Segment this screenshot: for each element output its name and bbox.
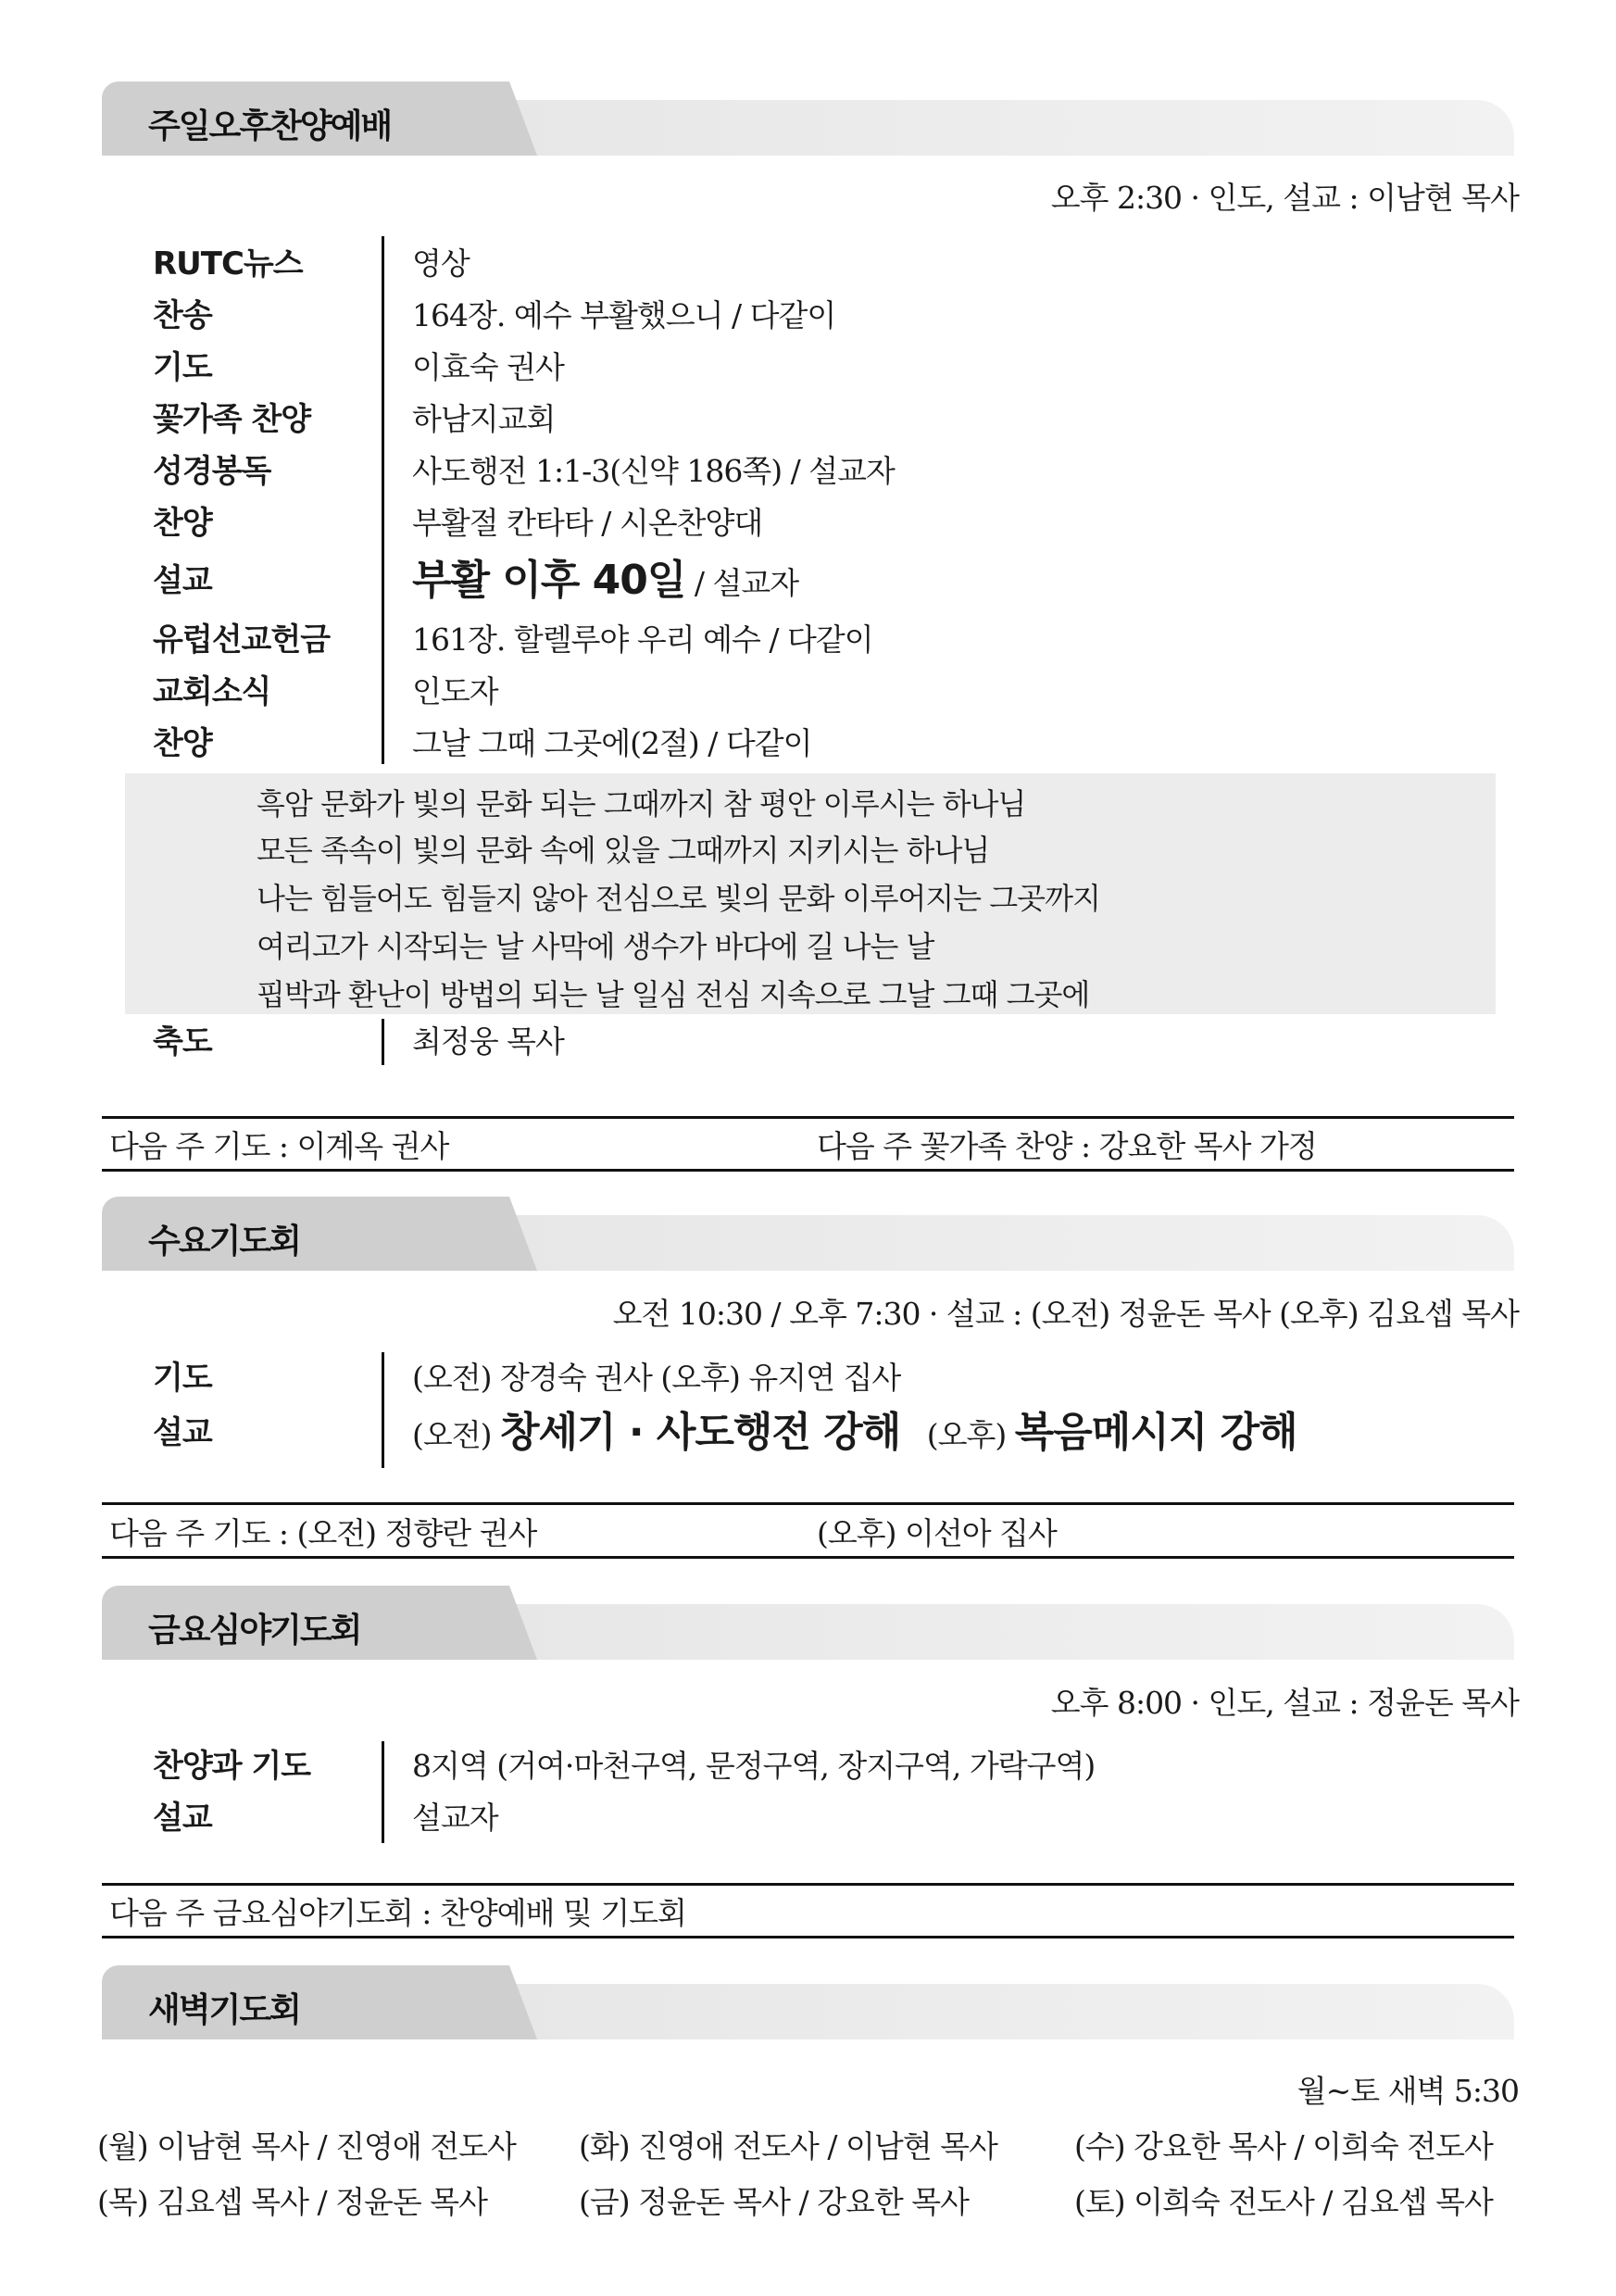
row-value: 부활절 칸타타 / 시온찬양대	[412, 505, 763, 541]
section-title: 주일오후찬양예배	[148, 107, 392, 145]
row-value: 164장. 예수 부활했으니 / 다같이	[412, 297, 836, 333]
row-label: 꽃가족 찬양	[153, 401, 311, 438]
dawn-schedule-item: (화) 진영애 전도사 / 이남현 목사	[579, 2128, 997, 2164]
section-title: 수요기도회	[148, 1223, 300, 1261]
lyrics-line: 모든 족속이 빛의 문화 속에 있을 그때까지 지키시는 하나님	[257, 833, 990, 868]
row-label: 성경봉독	[153, 453, 271, 490]
row-value	[412, 1410, 1297, 1459]
am-sermon-title: 창세기 · 사도행전 강해	[500, 1409, 901, 1456]
row-value: 설교자	[412, 1800, 498, 1836]
dawn-schedule-item: (토) 이희숙 전도사 / 김요셉 목사	[1074, 2184, 1493, 2220]
service-time: 월~토 새벽 5:30	[1297, 2073, 1519, 2109]
service-time: 오후 8:00 · 인도, 설교 : 정윤돈 목사	[1050, 1685, 1519, 1721]
service-time: 오전 10:30 / 오후 7:30 · 설교 : (오전) 정윤돈 목사 (오후) 김요셉 목사	[612, 1296, 1519, 1332]
row-value: 그날 그때 그곳에(2절) / 다같이	[412, 725, 812, 761]
section-title: 새벽기도회	[148, 1991, 300, 2029]
row-value: 하남지교회	[412, 401, 556, 437]
row-label: 찬양	[153, 505, 212, 542]
row-label: 기도	[153, 349, 212, 386]
dawn-schedule-item: (목) 김요셉 목사 / 정윤돈 목사	[97, 2184, 487, 2220]
row-label: 유럽선교헌금	[153, 621, 331, 659]
divider-line	[382, 1352, 384, 1468]
row-label: 찬양과 기도	[153, 1748, 311, 1785]
lyrics-line: 핍박과 환난이 방법의 되는 날 일심 전심 지속으로 그날 그때 그곳에	[257, 977, 1090, 1012]
row-value: (오전) 장경숙 권사 (오후) 유지연 집사	[412, 1360, 901, 1396]
service-time: 오후 2:30 · 인도, 설교 : 이남현 목사	[1050, 180, 1519, 216]
rule-bottom	[102, 1169, 1514, 1172]
pm-tag: (오후)	[926, 1417, 1007, 1453]
row-value	[412, 558, 798, 607]
dawn-schedule-item: (월) 이남현 목사 / 진영애 전도사	[97, 2128, 516, 2164]
row-label: 설교	[153, 1414, 212, 1451]
section-header-wednesday	[102, 1197, 1514, 1271]
next-week-prayer: 다음 주 기도 : 이계옥 권사	[109, 1128, 449, 1164]
next-week-flower: 다음 주 꽃가족 찬양 : 강요한 목사 가정	[817, 1128, 1317, 1164]
sermon-title: 부활 이후 40일	[412, 557, 686, 604]
row-value: 161장. 할렐루야 우리 예수 / 다같이	[412, 621, 873, 658]
section-header-dawn	[102, 1965, 1514, 2039]
pm-sermon-title: 복음메시지 강해	[1014, 1409, 1297, 1456]
row-label: 교회소식	[153, 673, 271, 710]
section-title: 금요심야기도회	[148, 1612, 361, 1650]
divider-line	[382, 1019, 384, 1065]
lyrics-box	[125, 773, 1496, 1014]
row-label: 찬양	[153, 725, 212, 762]
dawn-schedule-item: (금) 정윤돈 목사 / 강요한 목사	[579, 2184, 969, 2220]
next-week-prayer-am: 다음 주 기도 : (오전) 정향란 권사	[109, 1515, 537, 1551]
divider-line	[382, 1741, 384, 1843]
row-value: 최정웅 목사	[412, 1023, 564, 1060]
section-header-friday	[102, 1586, 1514, 1660]
lyrics-line: 흑암 문화가 빛의 문화 되는 그때까지 참 평안 이루시는 하나님	[257, 786, 1026, 822]
row-label: 설교	[153, 562, 212, 599]
row-label: 찬송	[153, 297, 212, 334]
section-header-sunday	[102, 82, 1514, 156]
rule-top	[102, 1502, 1514, 1505]
rule-bottom	[102, 1556, 1514, 1559]
row-value: 인도자	[412, 673, 498, 709]
lyrics-line: 여리고가 시작되는 날 사막에 생수가 바다에 길 나는 날	[257, 929, 934, 964]
row-label: 기도	[153, 1360, 212, 1397]
row-label: 축도	[153, 1023, 212, 1060]
rule-top	[102, 1883, 1514, 1886]
row-label: RUTC뉴스	[153, 245, 303, 282]
dawn-schedule-item: (수) 강요한 목사 / 이희숙 전도사	[1074, 2128, 1493, 2164]
row-value: 8지역 (거여·마천구역, 문정구역, 장지구역, 가락구역)	[412, 1748, 1096, 1784]
am-tag: (오전)	[412, 1417, 492, 1453]
row-value: 사도행전 1:1-3(신약 186쪽) / 설교자	[412, 453, 895, 489]
next-week-prayer-pm: (오후) 이선아 집사	[817, 1515, 1057, 1551]
lyrics-line: 나는 힘들어도 힘들지 않아 전심으로 빛의 문화 이루어지는 그곳까지	[257, 881, 1100, 916]
next-week-friday: 다음 주 금요심야기도회 : 찬양예배 및 기도회	[109, 1895, 686, 1931]
rule-bottom	[102, 1936, 1514, 1938]
row-value: 이효숙 권사	[412, 349, 564, 385]
row-value: 영상	[412, 245, 470, 282]
rule-top	[102, 1116, 1514, 1119]
divider-line	[382, 236, 384, 764]
sermon-by: / 설교자	[685, 565, 799, 601]
row-label: 설교	[153, 1800, 212, 1837]
